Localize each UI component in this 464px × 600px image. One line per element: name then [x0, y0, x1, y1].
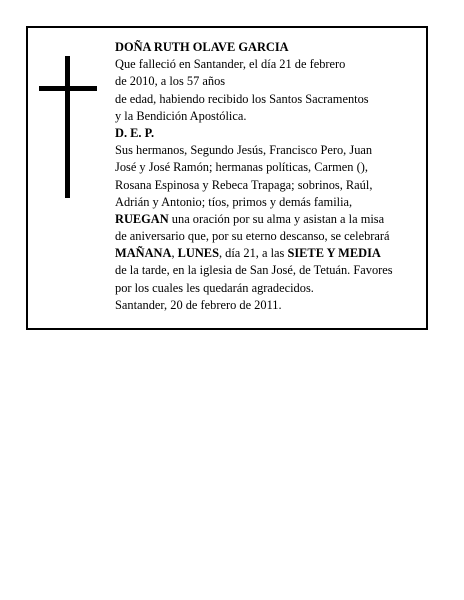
venue-line-2: por los cuales les quedarán agradecidos.	[115, 280, 314, 295]
family-line-1: Sus hermanos, Segundo Jesús, Francisco Pero, Juan	[115, 143, 373, 158]
obituary-notice	[26, 26, 428, 330]
cross-icon	[39, 56, 97, 198]
weekday-bold: LUNES	[177, 246, 219, 261]
notice-text	[115, 39, 427, 314]
family-line-2: José y José Ramón; hermanas políticas, Carmen (),	[115, 160, 368, 175]
time-bold: SIETE Y MEDIA	[287, 246, 381, 261]
request-bold: RUEGAN	[115, 211, 169, 226]
day-bold: MAÑANA	[115, 246, 172, 261]
date-mid: , día 21, a las	[218, 246, 288, 261]
family-line-3: Rosana Espinosa y Rebeca Trapaga; sobrinos, Raúl,	[115, 177, 373, 192]
death-line-2: de 2010, a los 57 años	[115, 74, 226, 89]
rip-label: D. E. P.	[115, 125, 155, 140]
date-time-line	[115, 245, 427, 262]
request-line-1-rest: una oración por su alma y asistan a la misa	[168, 211, 385, 226]
death-line-3: de edad, habiendo recibido los Santos Sacramentos	[115, 91, 369, 106]
deceased-name: DOÑA RUTH OLAVE GARCIA	[115, 40, 289, 54]
death-line-1: Que falleció en Santander, el día 21 de febrero	[115, 57, 346, 72]
family-line-4: Adrián y Antonio; tíos, primos y demás familia,	[115, 194, 353, 209]
death-line-4: y la Bendición Apostólica.	[115, 108, 247, 123]
venue-line-1: de la tarde, en la iglesia de San José, de Tetuán. Favores	[115, 263, 393, 278]
cross-horizontal-bar	[39, 86, 97, 91]
day-separator: ,	[171, 246, 178, 261]
request-line-1	[115, 211, 427, 228]
signoff: Santander, 20 de febrero de 2011.	[115, 297, 282, 312]
cross-vertical-bar	[65, 56, 70, 198]
request-line-2: de aniversario que, por su eterno descanso, se celebrará	[115, 229, 390, 244]
